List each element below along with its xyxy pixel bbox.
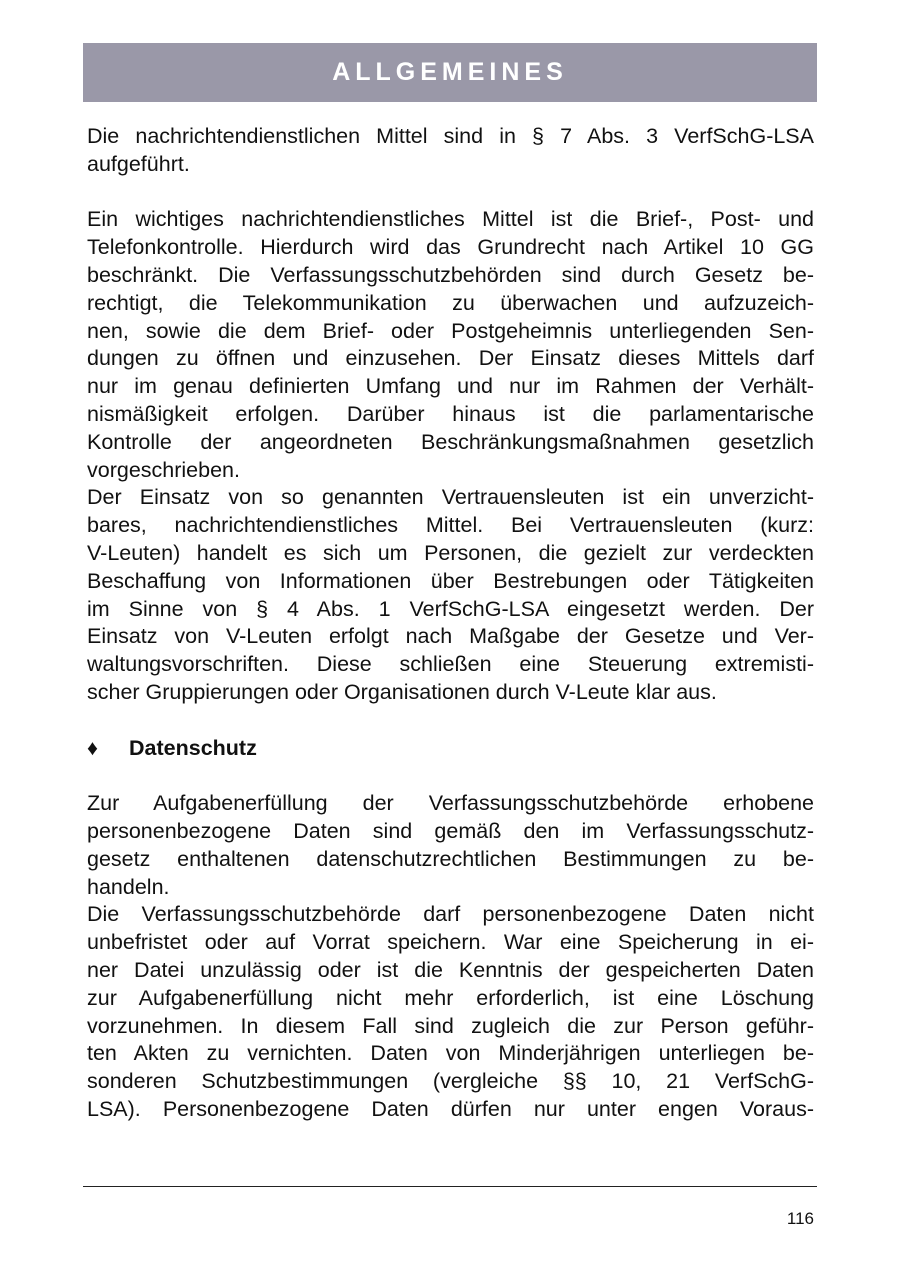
text-line: dungen zu öffnen und einzusehen. Der Einsatz dieses Mittels darf [87,346,814,371]
paragraph-data-storage [87,901,814,1123]
text-line: rechtigt, die Telekommunikation zu überwachen und aufzuzeich- [87,290,814,315]
text-line: ner Datei unzulässig oder ist die Kenntnis der gespeicherten Daten [87,957,814,982]
text-line: nen, sowie die dem Brief- oder Postgeheimnis unterliegenden Sen- [87,318,814,343]
text-line: Zur Aufgabenerfüllung der Verfassungsschutzbehörde erhobene [87,791,814,816]
text-line: personenbezogene Daten sind gemäß den im Verfassungsschutz- [87,818,814,843]
diamond-bullet-icon: ♦ [87,735,98,760]
text-line: beschränkt. Die Verfassungsschutzbehörden sind durch Gesetz be- [87,262,814,287]
paragraph-means-reference [87,123,814,179]
text-line: zur Aufgabenerfüllung nicht mehr erforderlich, ist eine Löschung [87,985,814,1010]
text-line: aufgeführt. [87,151,190,176]
text-line: unbefristet oder auf Vorrat speichern. War eine Speicherung in ei- [87,930,814,955]
section-header-bar [83,43,817,102]
text-line: bares, nachrichtendienstliches Mittel. Bei Vertrauensleuten (kurz: [87,513,814,538]
text-line: Ein wichtiges nachrichtendienstliches Mittel ist die Brief-, Post- und [87,207,814,232]
paragraph-informants [87,484,814,706]
section-heading [87,735,814,763]
text-line: Die nachrichtendienstlichen Mittel sind in § 7 Abs. 3 VerfSchG-LSA [87,124,814,148]
page-number: 116 [786,1209,814,1228]
text-line: Die Verfassungsschutzbehörde darf personenbezogene Daten nicht [87,902,814,927]
footer-divider [83,1186,817,1187]
text-line: nur im genau definierten Umfang und nur im Rahmen der Verhält- [87,374,814,399]
text-line: scher Gruppierungen oder Organisationen durch V-Leute klar aus. [87,679,717,704]
text-line: Telefonkontrolle. Hierdurch wird das Grundrecht nach Artikel 10 GG [87,235,814,260]
text-line: vorzunehmen. In diesem Fall sind zugleich die zur Person geführ- [87,1013,814,1038]
text-line: Der Einsatz von so genannten Vertrauensleuten ist ein unverzicht- [87,485,814,510]
body-text [87,123,814,1124]
text-line: V-Leuten) handelt es sich um Personen, die gezielt zur verdeckten [87,540,814,565]
text-line: waltungsvorschriften. Diese schließen eine Steuerung extremisti- [87,652,814,677]
paragraph-data-handling [87,790,814,901]
paragraph-mail-telecom-control [87,206,814,484]
text-line: Beschaffung von Informationen über Bestrebungen oder Tätigkeiten [87,568,814,593]
text-line: Kontrolle der angeordneten Beschränkungsmaßnahmen gesetzlich [87,429,814,454]
section-header-title: ALLGEMEINES [332,58,568,86]
text-line: vorgeschrieben. [87,457,240,482]
text-line: ten Akten zu vernichten. Daten von Minderjährigen unterliegen be- [87,1041,814,1066]
text-line: sonderen Schutzbestimmungen (vergleiche §§ 10, 21 VerfSchG- [87,1069,814,1094]
text-line: gesetz enthaltenen datenschutzrechtlichen Bestimmungen zu be- [87,846,814,871]
text-line: Einsatz von V-Leuten erfolgt nach Maßgabe der Gesetze und Ver- [87,624,814,649]
text-line: im Sinne von § 4 Abs. 1 VerfSchG-LSA eingesetzt werden. Der [87,596,814,621]
text-line: nismäßigkeit erfolgen. Darüber hinaus ist die parlamentarische [87,401,814,426]
text-line: handeln. [87,874,170,899]
text-line: LSA). Personenbezogene Daten dürfen nur unter engen Voraus- [87,1096,814,1121]
section-heading-text: Datenschutz [129,735,257,760]
